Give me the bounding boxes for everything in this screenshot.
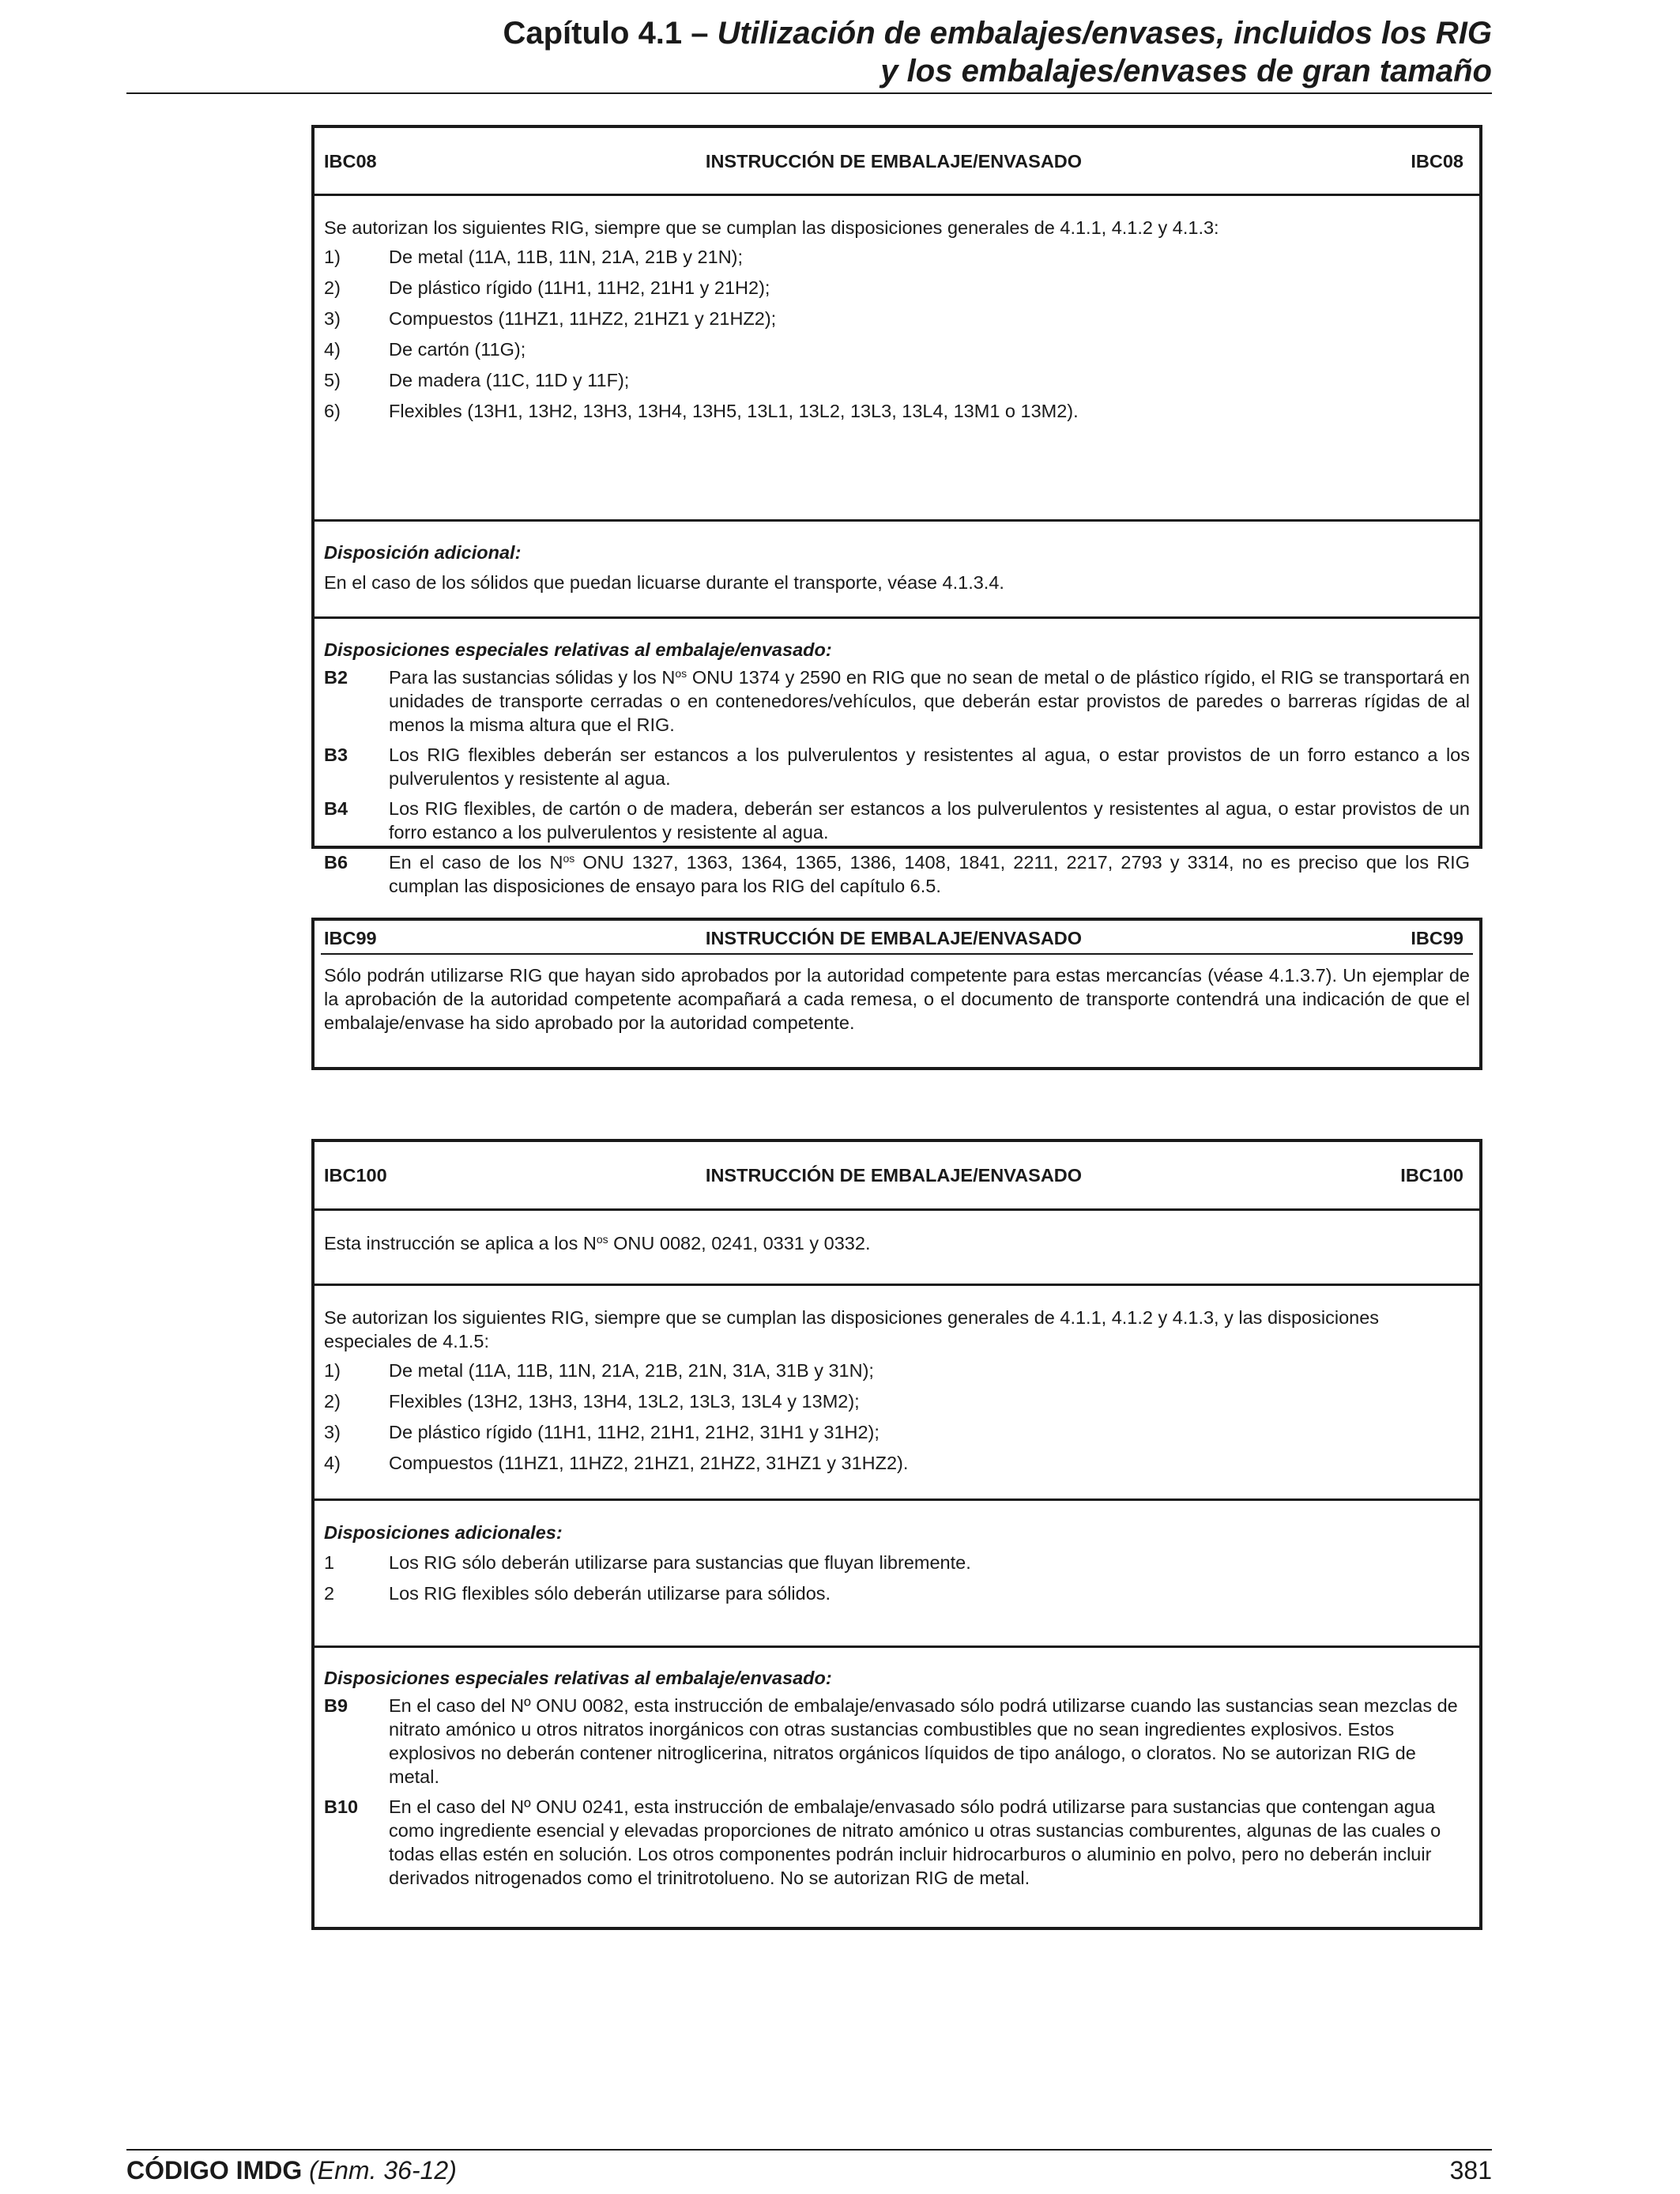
list-item-number: 1): [324, 1360, 341, 1381]
list-item-text: Los RIG sólo deberán utilizarse para sustancias que fluyan libremente.: [389, 1552, 971, 1573]
list-item-text: De metal (11A, 11B, 11N, 21A, 21B y 21N);: [389, 247, 744, 267]
instruction-code-right: IBC100: [1400, 1165, 1463, 1186]
instruction-header: [315, 921, 1479, 955]
footer-publication: [126, 2154, 457, 2186]
list-item-text: De cartón (11G);: [389, 339, 526, 360]
list-item: [324, 307, 1470, 330]
section-title: Disposiciones especiales relativas al embalaje/envasado:: [324, 1668, 832, 1688]
instruction-box-ibc99: [311, 918, 1482, 1070]
authorized-ibc-section: [315, 1286, 1479, 1501]
list-item-number: 4): [324, 1453, 341, 1473]
special-provision-b9: [324, 1694, 1470, 1789]
provision-code: B3: [324, 745, 348, 765]
list-item-number: 1: [324, 1552, 335, 1573]
applicability-section: [315, 1211, 1479, 1286]
authorized-ibc-section: [315, 196, 1479, 522]
instruction-header: [315, 128, 1479, 196]
instruction-box-ibc100: [311, 1139, 1482, 1930]
list-item-number: 3): [324, 1422, 341, 1442]
list-item: [324, 276, 1470, 300]
page-footer: [126, 2154, 1492, 2186]
authorized-intro: Se autorizan los siguientes RIG, siempre que se cumplan las disposiciones generales de 4.1.1, 4.1.2 y 4.1.3:: [324, 217, 1219, 238]
provision-text: Para las sustancias sólidas y los $N^{os}$ ONU 1374 y 2590 en RIG que no sean de metal o de plástico rígido, el RIG se transportará en unidades de transporte cerradas o en contenedores/vehículos, que deberán estar provistos de paredes o barreras rígidas de al menos la misma altura que el RIG.: [389, 667, 1471, 735]
provision-text: En el caso de los $N^{os}$ ONU 1327, 1363, 1364, 1365, 1386, 1408, 1841, 2211, 2217, 2793 y 3314, no es preciso que los RIG cumplan las disposiciones de ensayo para los RIG del capítulo 6.5.: [389, 852, 1470, 896]
applicability-text: Esta instrucción se aplica a los $N^{os}$ ONU 0082, 0241, 0331 y 0332.: [324, 1233, 871, 1253]
list-item-number: 5): [324, 370, 341, 390]
list-item-number: 2): [324, 1391, 341, 1412]
section-title: Disposiciones adicionales:: [324, 1522, 563, 1543]
list-item-text: De madera (11C, 11D y 11F);: [389, 370, 630, 390]
special-provision-b3: [324, 743, 1470, 790]
list-item-number: 4): [324, 339, 341, 360]
section-title: Disposiciones especiales relativas al embalaje/envasado:: [324, 639, 832, 660]
list-item-text: Los RIG flexibles sólo deberán utilizarse para sólidos.: [389, 1583, 831, 1604]
publication-name: CÓDIGO IMDG: [126, 2156, 303, 2185]
instruction-heading: INSTRUCCIÓN DE EMBALAJE/ENVASADO: [705, 1165, 1083, 1186]
instruction-heading: INSTRUCCIÓN DE EMBALAJE/ENVASADO: [705, 927, 1083, 948]
list-item: [324, 337, 1470, 361]
list-item: [324, 1359, 1470, 1382]
provision-code: B9: [324, 1695, 348, 1716]
footer-rule: [126, 2149, 1492, 2151]
special-provisions-section: [315, 1648, 1479, 1890]
chapter-title-line-2: y los embalajes/envases de gran tamaño: [880, 54, 1492, 89]
list-item: [324, 1551, 1470, 1574]
instruction-body: [315, 955, 1479, 1035]
instruction-header: [315, 1142, 1479, 1211]
list-item-text: Compuestos (11HZ1, 11HZ2, 21HZ1, 21HZ2, 31HZ1 y 31HZ2).: [389, 1453, 909, 1473]
chapter-number: Capítulo 4.1 –: [503, 16, 709, 51]
provision-code: B10: [324, 1796, 359, 1817]
list-item-number: 3): [324, 308, 341, 329]
page-number: 381: [1449, 2156, 1492, 2185]
special-provision-b6: [324, 850, 1470, 898]
special-provision-b2: [324, 665, 1470, 737]
provision-code: B4: [324, 798, 348, 819]
list-item-text: Compuestos (11HZ1, 11HZ2, 21HZ1 y 21HZ2);: [389, 308, 777, 329]
special-provision-b4: [324, 797, 1470, 844]
list-item: [324, 1389, 1470, 1413]
provision-text: En el caso del Nº ONU 0082, esta instrucción de embalaje/envasado sólo podrá utilizarse cuando las sustancias sean mezclas de nitrato amónico u otros nitratos inorgánicos con otras sustancias combustibles que no sean ingredientes explosivos. Estos explosivos no deberán contener nitroglicerina, nitratos orgánicos líquidos de tipo análogo, o cloratos. No se autorizan RIG de metal.: [389, 1695, 1458, 1787]
instruction-box-ibc08: [311, 125, 1482, 896]
list-item-text: De plástico rígido (11H1, 11H2, 21H1 y 21H2);: [389, 277, 770, 298]
chapter-title-part-1: Utilización de embalajes/envases, incluidos los RIG: [717, 16, 1492, 51]
chapter-title-line-1: [126, 14, 1492, 52]
provision-text: Los RIG flexibles deberán ser estancos a los pulverulentos y resistentes al agua, o estar provistos de un forro estanco a los pulverulentos y resistente al agua.: [389, 745, 1470, 789]
instruction-text: Sólo podrán utilizarse RIG que hayan sido aprobados por la autoridad competente para estas mercancías (véase 4.1.3.7). Un ejemplar de la aprobación de la autoridad competente acompañará a cada remesa, o el documento de transporte contendrá una indicación de que el embalaje/envase ha sido aprobado por la autoridad competente.: [324, 965, 1470, 1033]
instruction-code-left: IBC100: [324, 1165, 387, 1186]
list-item-number: 2: [324, 1583, 335, 1604]
provision-text: En el caso del Nº ONU 0241, esta instrucción de embalaje/envasado sólo podrá utilizarse para sustancias que contengan agua como ingrediente esencial y elevadas proporciones de nitrato amónico u otras sustancias comburentes, algunas de las cuales o todas ellas estén en solución. Los otros componentes podrán incluir hidrocarburos o aluminio en polvo, pero no deberán incluir derivados nitrogenados como el trinitrotolueno. No se autorizan RIG de metal.: [389, 1796, 1441, 1888]
instruction-code-right: IBC08: [1411, 150, 1463, 172]
list-item-number: 2): [324, 277, 341, 298]
provision-code: B2: [324, 667, 348, 688]
list-item-number: 1): [324, 247, 341, 267]
list-item: [324, 399, 1470, 423]
provision-text: Los RIG flexibles, de cartón o de madera, deberán ser estancos a los pulverulentos y resistentes al agua, o estar provistos de un forro estanco a los pulverulentos y resistente al agua.: [389, 798, 1470, 843]
instruction-code-left: IBC08: [324, 150, 377, 172]
list-item-text: Flexibles (13H2, 13H3, 13H4, 13L2, 13L3, 13L4 y 13M2);: [389, 1391, 860, 1412]
additional-provision-text: En el caso de los sólidos que puedan licuarse durante el transporte, véase 4.1.3.4.: [324, 572, 1004, 593]
header-rule: [126, 92, 1492, 94]
instruction-code-left: IBC99: [324, 927, 377, 948]
amendment-label: (Enm. 36-12): [309, 2156, 457, 2185]
instruction-heading: INSTRUCCIÓN DE EMBALAJE/ENVASADO: [705, 150, 1083, 172]
list-item-number: 6): [324, 401, 341, 421]
list-item-text: Flexibles (13H1, 13H2, 13H3, 13H4, 13H5, 13L1, 13L2, 13L3, 13L4, 13M1 o 13M2).: [389, 401, 1079, 421]
special-provisions-section: [315, 619, 1479, 898]
list-item: [324, 1581, 1470, 1605]
additional-provisions-section: [315, 1501, 1479, 1648]
additional-provision-section: [315, 522, 1479, 619]
authorized-intro: Se autorizan los siguientes RIG, siempre que se cumplan las disposiciones generales de 4.1.1, 4.1.2 y 4.1.3, y las disposiciones especiales de 4.1.5:: [324, 1307, 1380, 1351]
page-header: [126, 14, 1492, 90]
list-item-text: De plástico rígido (11H1, 11H2, 21H1, 21H2, 31H1 y 31H2);: [389, 1422, 880, 1442]
special-provision-b10: [324, 1795, 1470, 1890]
list-item: [324, 368, 1470, 392]
list-item: [324, 1420, 1470, 1444]
list-item: [324, 1451, 1470, 1475]
section-title: Disposición adicional:: [324, 542, 522, 563]
list-item-text: De metal (11A, 11B, 11N, 21A, 21B, 21N, 31A, 31B y 31N);: [389, 1360, 874, 1381]
list-item: [324, 245, 1470, 269]
provision-code: B6: [324, 852, 348, 873]
instruction-code-right: IBC99: [1411, 927, 1463, 948]
